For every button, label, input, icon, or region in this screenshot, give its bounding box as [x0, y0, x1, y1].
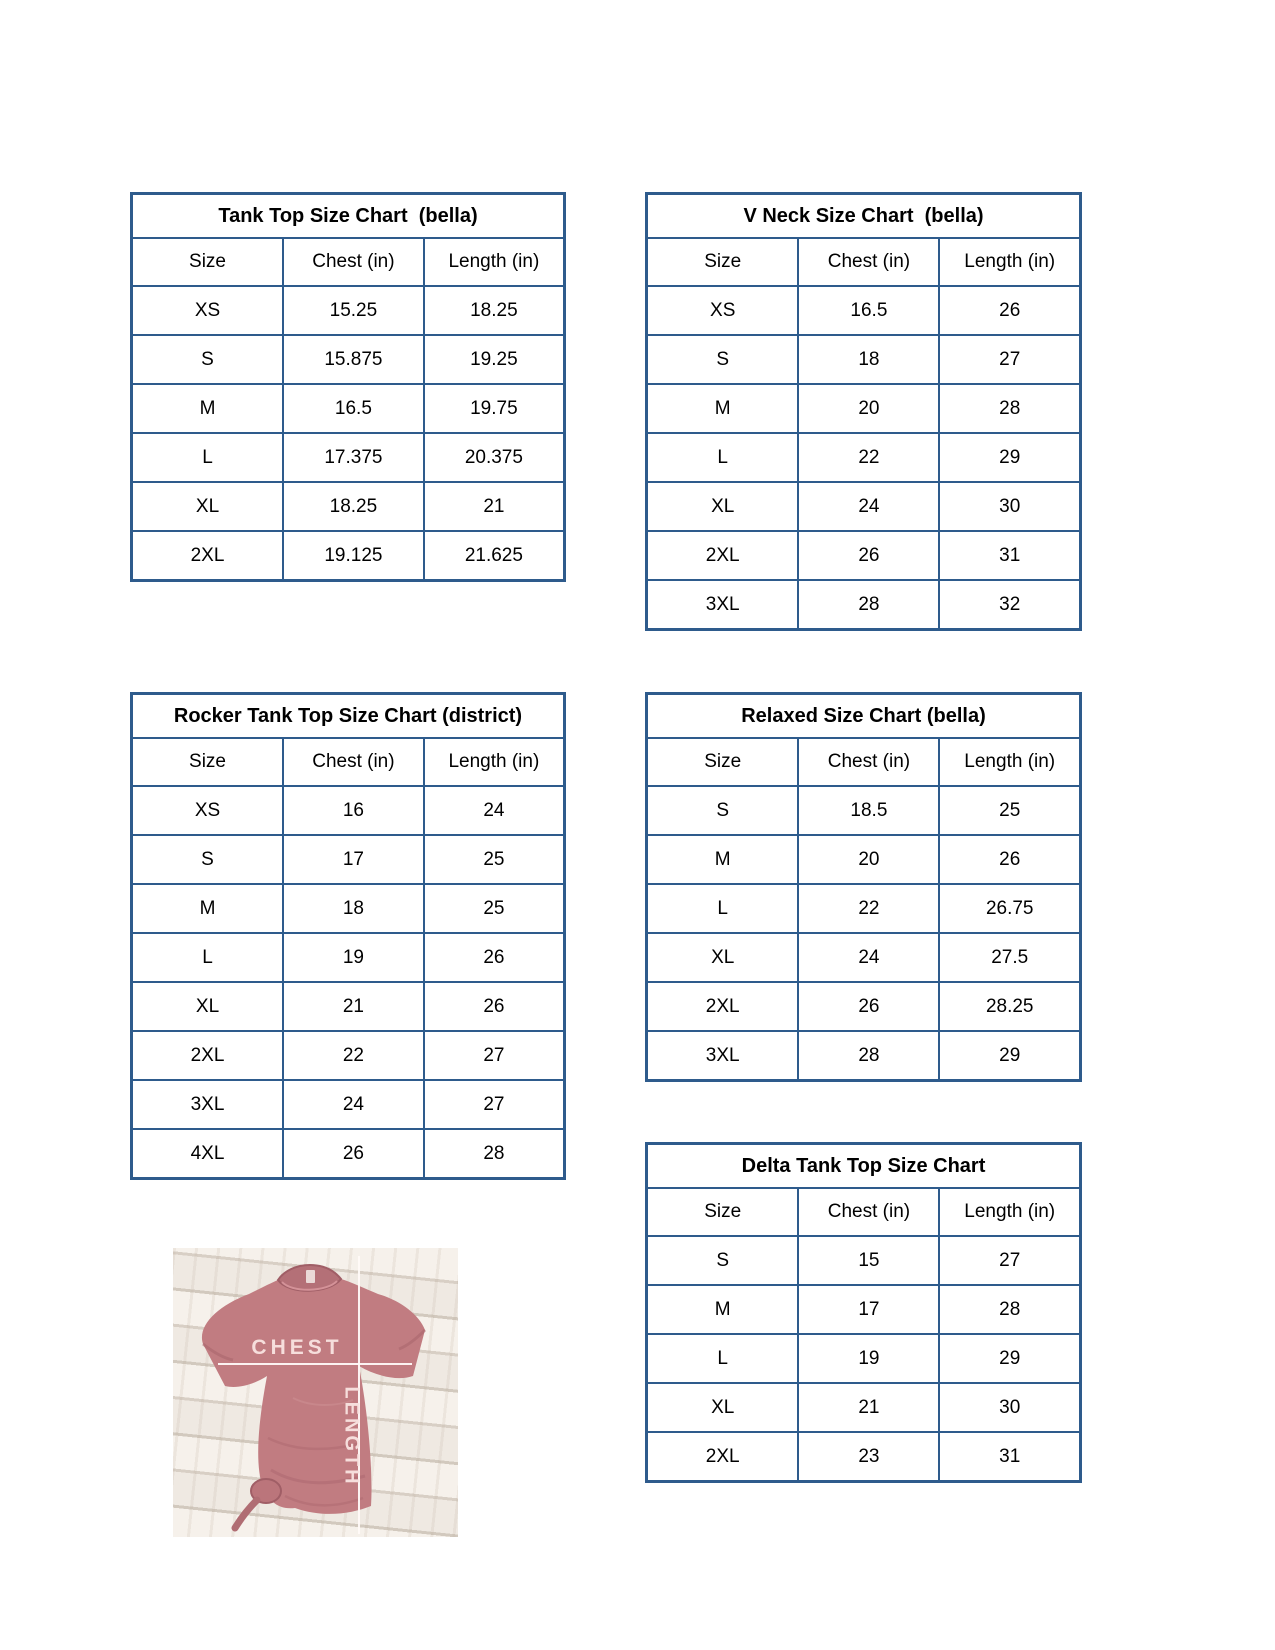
- table-cell: 28: [939, 1285, 1080, 1334]
- table-cell: 25: [939, 786, 1080, 835]
- tshirt-neck-tag: [306, 1270, 315, 1283]
- table-relaxed-bella: [645, 692, 1082, 1082]
- table-cell: 26.75: [939, 884, 1080, 933]
- tshirt-illustration: [173, 1248, 458, 1537]
- table-cell: 24: [798, 482, 939, 531]
- table-cell: 27: [939, 1236, 1080, 1285]
- table-cell: 27.5: [939, 933, 1080, 982]
- table-row: [132, 933, 565, 982]
- table-cell: 32: [939, 580, 1080, 630]
- table-tank-top-bella: [130, 192, 566, 582]
- table-cell: 18.25: [424, 286, 565, 335]
- table-cell: 30: [939, 1383, 1080, 1432]
- table-row: [647, 433, 1081, 482]
- table-row: [647, 1031, 1081, 1081]
- table-cell: S: [132, 335, 284, 384]
- table-cell: 4XL: [132, 1129, 284, 1179]
- column-header: Size: [647, 1188, 799, 1236]
- table-cell: 21: [283, 982, 424, 1031]
- table-row: [647, 384, 1081, 433]
- table-cell: 24: [798, 933, 939, 982]
- table-row: [647, 982, 1081, 1031]
- table-cell: M: [647, 384, 799, 433]
- table-cell: XS: [132, 786, 284, 835]
- column-header: Length (in): [939, 1188, 1080, 1236]
- table-cell: L: [132, 433, 284, 482]
- table-cell: 19: [798, 1334, 939, 1383]
- table-title: Rocker Tank Top Size Chart (district): [132, 694, 565, 739]
- table-cell: 2XL: [647, 982, 799, 1031]
- table-row: [647, 884, 1081, 933]
- table-row: [647, 482, 1081, 531]
- table-row: [647, 531, 1081, 580]
- table-cell: 22: [283, 1031, 424, 1080]
- column-header: Length (in): [939, 738, 1080, 786]
- chest-label: CHEST: [251, 1336, 343, 1359]
- table-row: [132, 384, 565, 433]
- column-header: Chest (in): [798, 738, 939, 786]
- table-cell: L: [647, 433, 799, 482]
- table-row: [132, 1031, 565, 1080]
- table-cell: 27: [939, 335, 1080, 384]
- table-cell: S: [132, 835, 284, 884]
- chest-measure-line: [218, 1363, 412, 1365]
- table-cell: 22: [798, 884, 939, 933]
- table-row: [647, 335, 1081, 384]
- table-row: [647, 786, 1081, 835]
- table-cell: 19.75: [424, 384, 565, 433]
- column-header: Length (in): [424, 738, 565, 786]
- table-cell: 20: [798, 384, 939, 433]
- table-cell: 16.5: [283, 384, 424, 433]
- table-cell: 15.25: [283, 286, 424, 335]
- table-cell: 21.625: [424, 531, 565, 581]
- table-cell: M: [132, 384, 284, 433]
- column-header: Size: [647, 238, 799, 286]
- table-row: [647, 286, 1081, 335]
- table-cell: L: [647, 884, 799, 933]
- table-cell: XS: [647, 286, 799, 335]
- table-row: [132, 884, 565, 933]
- table-cell: 21: [424, 482, 565, 531]
- table-cell: 21: [798, 1383, 939, 1432]
- table-header-row: [647, 238, 1081, 286]
- size-chart-table-rocker-tank-top-district: [130, 692, 566, 1180]
- table-row: [132, 286, 565, 335]
- table-cell: 19.125: [283, 531, 424, 581]
- table-cell: 25: [424, 835, 565, 884]
- column-header: Chest (in): [283, 738, 424, 786]
- table-title: V Neck Size Chart (bella): [647, 194, 1081, 239]
- table-cell: 26: [798, 982, 939, 1031]
- column-header: Size: [132, 238, 284, 286]
- table-cell: 28: [939, 384, 1080, 433]
- table-delta-tank-top: [645, 1142, 1082, 1483]
- table-title: Delta Tank Top Size Chart: [647, 1144, 1081, 1189]
- column-header: Size: [132, 738, 284, 786]
- table-cell: XL: [647, 1383, 799, 1432]
- table-row: [647, 580, 1081, 630]
- column-header: Chest (in): [798, 1188, 939, 1236]
- table-header-row: [647, 1188, 1081, 1236]
- table-row: [647, 1236, 1081, 1285]
- table-cell: 19: [283, 933, 424, 982]
- table-cell: 16: [283, 786, 424, 835]
- length-label: LENGTH: [340, 1386, 363, 1487]
- table-header-row: [132, 238, 565, 286]
- table-row: [132, 482, 565, 531]
- table-cell: 26: [939, 835, 1080, 884]
- table-cell: 15.875: [283, 335, 424, 384]
- table-cell: 28: [798, 1031, 939, 1081]
- table-cell: 18: [798, 335, 939, 384]
- table-cell: 15: [798, 1236, 939, 1285]
- table-cell: 27: [424, 1080, 565, 1129]
- tshirt-body-shape: [202, 1279, 425, 1514]
- table-cell: XL: [647, 482, 799, 531]
- table-cell: 17: [798, 1285, 939, 1334]
- table-cell: M: [647, 1285, 799, 1334]
- table-cell: L: [132, 933, 284, 982]
- table-cell: 20.375: [424, 433, 565, 482]
- column-header: Chest (in): [798, 238, 939, 286]
- table-header-row: [132, 738, 565, 786]
- table-row: [647, 1432, 1081, 1482]
- table-cell: 3XL: [647, 580, 799, 630]
- table-row: [647, 835, 1081, 884]
- column-header: Length (in): [939, 238, 1080, 286]
- table-cell: M: [132, 884, 284, 933]
- size-chart-table-relaxed-bella: [645, 692, 1082, 1082]
- size-chart-table-delta-tank-top: [645, 1142, 1082, 1483]
- table-row: [132, 433, 565, 482]
- size-chart-table-v-neck-bella: [645, 192, 1082, 631]
- table-cell: 26: [424, 982, 565, 1031]
- table-cell: 2XL: [647, 531, 799, 580]
- table-row: [132, 335, 565, 384]
- table-row: [132, 1080, 565, 1129]
- table-cell: M: [647, 835, 799, 884]
- table-cell: 26: [283, 1129, 424, 1179]
- table-cell: 17.375: [283, 433, 424, 482]
- table-cell: 28: [798, 580, 939, 630]
- table-cell: 26: [939, 286, 1080, 335]
- table-cell: 27: [424, 1031, 565, 1080]
- table-cell: S: [647, 786, 799, 835]
- table-cell: 29: [939, 1334, 1080, 1383]
- table-title: Tank Top Size Chart (bella): [132, 194, 565, 239]
- table-cell: XL: [132, 482, 284, 531]
- table-cell: 3XL: [132, 1080, 284, 1129]
- table-cell: 20: [798, 835, 939, 884]
- column-header: Size: [647, 738, 799, 786]
- table-cell: XL: [132, 982, 284, 1031]
- table-cell: 24: [283, 1080, 424, 1129]
- table-cell: 17: [283, 835, 424, 884]
- table-row: [647, 1334, 1081, 1383]
- table-cell: 30: [939, 482, 1080, 531]
- table-cell: S: [647, 335, 799, 384]
- table-cell: 18.25: [283, 482, 424, 531]
- table-row: [647, 933, 1081, 982]
- table-cell: 28: [424, 1129, 565, 1179]
- table-row: [132, 835, 565, 884]
- tshirt-knot-tail: [235, 1500, 257, 1528]
- table-title: Relaxed Size Chart (bella): [647, 694, 1081, 739]
- table-cell: XS: [132, 286, 284, 335]
- table-cell: 29: [939, 1031, 1080, 1081]
- table-row: [132, 531, 565, 581]
- table-v-neck-bella: [645, 192, 1082, 631]
- table-cell: 2XL: [132, 1031, 284, 1080]
- table-cell: 29: [939, 433, 1080, 482]
- table-cell: 31: [939, 1432, 1080, 1482]
- table-cell: 28.25: [939, 982, 1080, 1031]
- table-cell: 22: [798, 433, 939, 482]
- column-header: Length (in): [424, 238, 565, 286]
- table-cell: 26: [798, 531, 939, 580]
- table-cell: 3XL: [647, 1031, 799, 1081]
- table-cell: 26: [424, 933, 565, 982]
- table-cell: 25: [424, 884, 565, 933]
- table-rocker-tank-top-district: [130, 692, 566, 1180]
- table-row: [132, 982, 565, 1031]
- table-cell: 18: [283, 884, 424, 933]
- table-row: [647, 1285, 1081, 1334]
- table-cell: 24: [424, 786, 565, 835]
- table-cell: 16.5: [798, 286, 939, 335]
- table-cell: S: [647, 1236, 799, 1285]
- table-cell: 19.25: [424, 335, 565, 384]
- table-cell: 2XL: [647, 1432, 799, 1482]
- table-cell: 31: [939, 531, 1080, 580]
- table-cell: 18.5: [798, 786, 939, 835]
- table-row: [647, 1383, 1081, 1432]
- table-cell: 2XL: [132, 531, 284, 581]
- table-header-row: [647, 738, 1081, 786]
- table-cell: 23: [798, 1432, 939, 1482]
- tshirt-measurement-photo: [173, 1248, 458, 1537]
- table-cell: XL: [647, 933, 799, 982]
- table-row: [132, 1129, 565, 1179]
- table-cell: L: [647, 1334, 799, 1383]
- column-header: Chest (in): [283, 238, 424, 286]
- size-chart-table-tank-top-bella: [130, 192, 566, 582]
- table-row: [132, 786, 565, 835]
